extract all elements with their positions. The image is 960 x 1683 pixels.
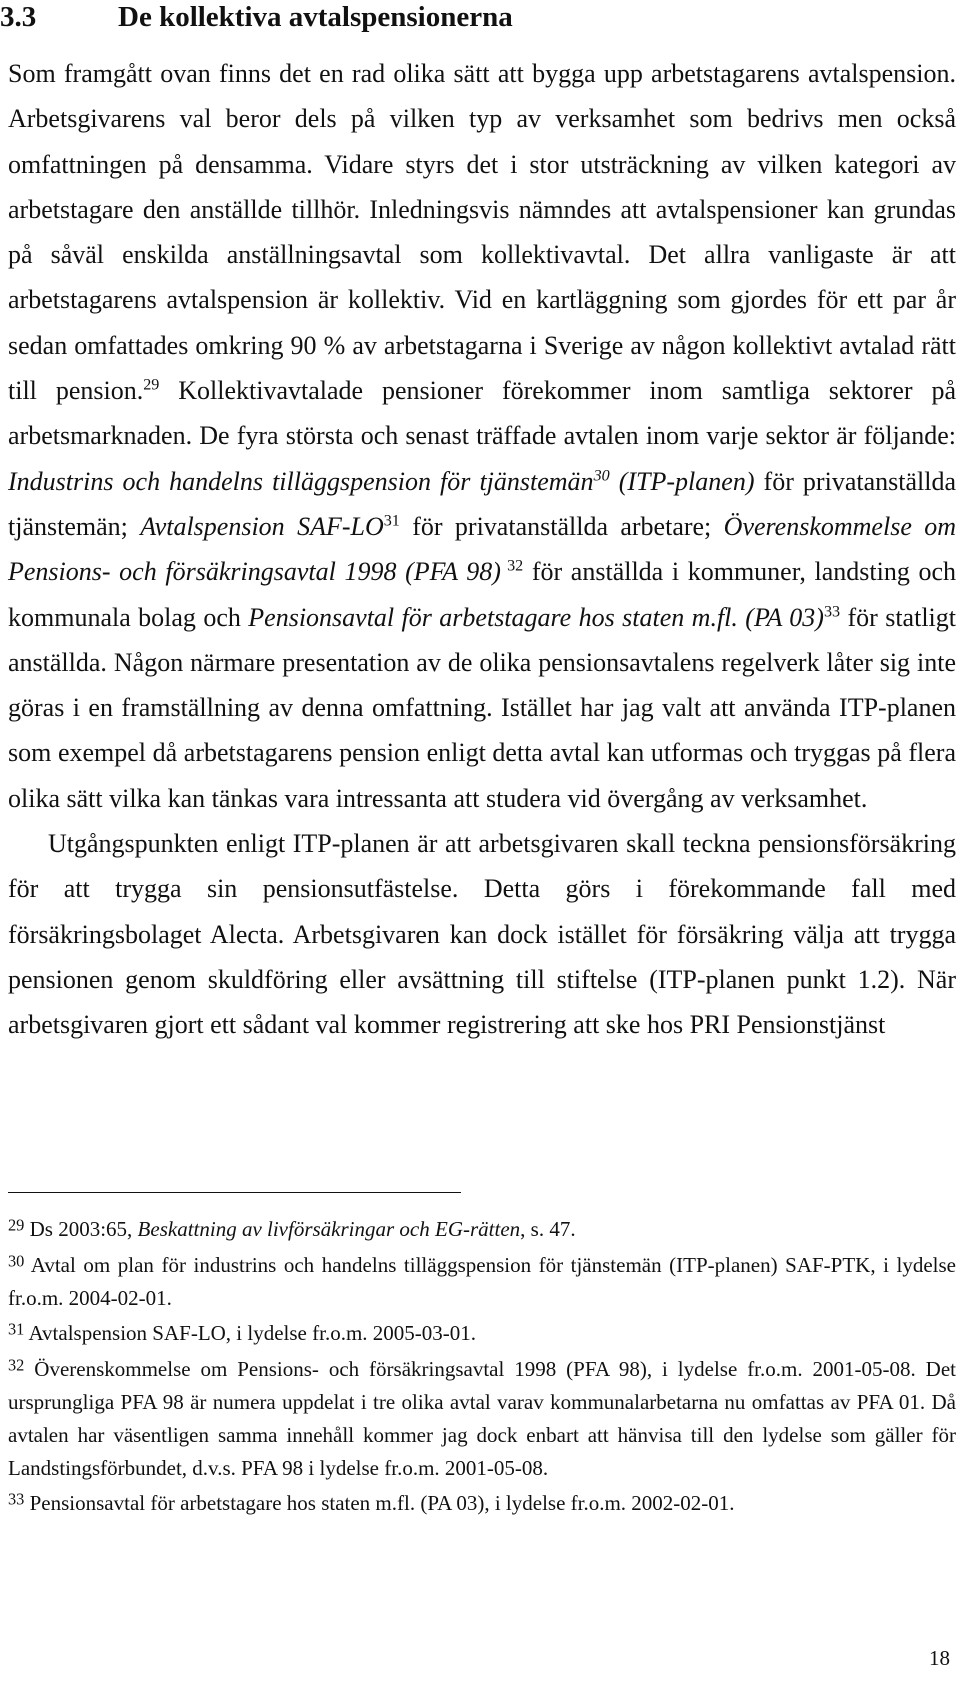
paragraph-1 bbox=[8, 51, 956, 821]
footnote-text: Pensionsavtal för arbetstagare hos staten m.fl. (PA 03), i lydelse fr.o.m. 2002-02-01. bbox=[24, 1491, 735, 1515]
footnote-text: Avtal om plan för industrins och handelns tilläggspension för tjänstemän (ITP-planen) SAF-PTK, i lydelse fr.o.m. 2004-02-01. bbox=[8, 1252, 956, 1310]
footnotes bbox=[8, 1213, 956, 1523]
paragraph-1-text-b: Kollektivavtalade pensioner förekommer inom samtliga sektorer på arbetsmarknaden. De fyra största och senast träffade avtalen inom varje sektor är följande: bbox=[8, 376, 956, 451]
agreement-name-saf-lo: Avtalspension SAF-LO bbox=[140, 511, 384, 541]
footnote-separator bbox=[8, 1192, 461, 1193]
section-title: De kollektiva avtalspensionerna bbox=[118, 1, 513, 33]
agreement-name-itp-text: Industrins och handelns tilläggspension för tjänstemän bbox=[8, 466, 594, 496]
footnote-text: Ds 2003:65, bbox=[24, 1217, 138, 1241]
footnote-31 bbox=[8, 1317, 956, 1350]
footnote-30 bbox=[8, 1249, 956, 1315]
footnote-text: Överenskommelse om Pensions- och försäkringsavtal 1998 (PFA 98), i lydelse fr.o.m. 2001-05-08. Det ursprungliga PFA 98 är numera uppdelat i tre olika avtal varav kommunalarbetarna nu omfattas av PFA 01. Då avtalen har väsentligen samma innehåll kommer jag dock enbart att hänvisa till den lydelse som gäller för Landstingsförbundet, d.v.s. PFA 98 i lydelse fr.o.m. 2001-05-08. bbox=[8, 1356, 956, 1480]
footnote-ref-29[interactable]: 29 bbox=[143, 376, 160, 394]
footnote-number: 30 bbox=[8, 1250, 25, 1270]
footnote-text: Avtalspension SAF-LO, i lydelse fr.o.m. 2005-03-01. bbox=[24, 1321, 477, 1345]
footnote-cited-title: Beskattning av livförsäkringar och EG-rätten bbox=[137, 1217, 521, 1241]
agreement-name-pfa: Överenskommelse om Pensions- och försäkringsavtal 1998 (PFA 98) bbox=[8, 511, 957, 587]
paragraph-1-text-c: för privatanställda tjänstemän; bbox=[8, 466, 956, 541]
footnote-ref-33[interactable]: 33 bbox=[823, 602, 841, 620]
footnote-33 bbox=[8, 1487, 956, 1520]
body-text bbox=[8, 51, 956, 1048]
footnote-ref-32[interactable]: 32 bbox=[500, 557, 524, 575]
paragraph-1-text-f: för statligt anställda. Någon närmare presentation av de olika pensionsavtalens regelverk låter sig inte göras i en framställning av denna omfattning. Istället har jag valt att använda ITP-planen som exempel då arbetstagarens pension enligt detta avtal kan utformas och tryggas på flera olika sätt vilka kan tänkas vara intressanta att studera vid övergång av verksamhet. bbox=[8, 602, 956, 813]
paragraph-1-text-a: Som framgått ovan finns det en rad olika sätt att bygga upp arbetstagarens avtalspension. Arbetsgivarens val beror dels på vilken typ av verksamhet som bedrivs men också omfattningen på densamma. Vidare styrs det i stor utsträckning av vilken kategori av arbetstagare den anställde tillhör. Inledningsvis nämndes att avtalspensioner kan grundas på såväl enskilda anställningsavtal som kollektivavtal. Det allra vanligaste är att arbetstagarens avtalspension är kollektiv. Vid en kartläggning som gjordes för ett par år sedan omfattades omkring 90 % av arbetstagarna i Sverige av någon kollektivt avtalad rätt till pension. bbox=[8, 59, 956, 406]
footnote-32 bbox=[8, 1353, 956, 1485]
footnote-text: , s. 47. bbox=[520, 1217, 576, 1241]
section-heading bbox=[0, 0, 513, 34]
footnote-number: 31 bbox=[8, 1319, 25, 1339]
page-number: 18 bbox=[929, 1646, 950, 1670]
agreement-name-itp bbox=[8, 467, 754, 496]
paragraph-1-text-e: för anställda i kommuner, landsting och kommunala bolag och bbox=[8, 557, 957, 632]
agreement-name-pa: Pensionsavtal för arbetstagare hos staten m.fl. (PA 03) bbox=[248, 602, 824, 632]
footnote-number: 29 bbox=[8, 1215, 25, 1235]
footnote-29 bbox=[8, 1213, 956, 1246]
footnote-number: 32 bbox=[8, 1354, 25, 1374]
paragraph-1-text-d: för privatanställda arbetare; bbox=[399, 511, 724, 541]
footnote-number: 33 bbox=[8, 1489, 25, 1509]
agreement-abbr-itp: (ITP-planen) bbox=[609, 466, 755, 496]
section-number: 3.3 bbox=[0, 1, 37, 33]
paragraph-2: Utgångspunkten enligt ITP-planen är att arbetsgivaren skall teckna pensionsförsäkring för att trygga sin pensionsutfästelse. Detta görs i förekommande fall med försäkringsbolaget Alecta. Arbetsgivaren kan dock istället för försäkring välja att trygga pensionen genom skuldföring eller avsättning till stiftelse (ITP-planen punkt 1.2). När arbetsgivaren gjort ett sådant val kommer registrering att ske hos PRI Pensionstjänst bbox=[8, 829, 956, 1040]
footnote-ref-30[interactable]: 30 bbox=[593, 467, 610, 484]
footnote-ref-31[interactable]: 31 bbox=[383, 512, 400, 530]
